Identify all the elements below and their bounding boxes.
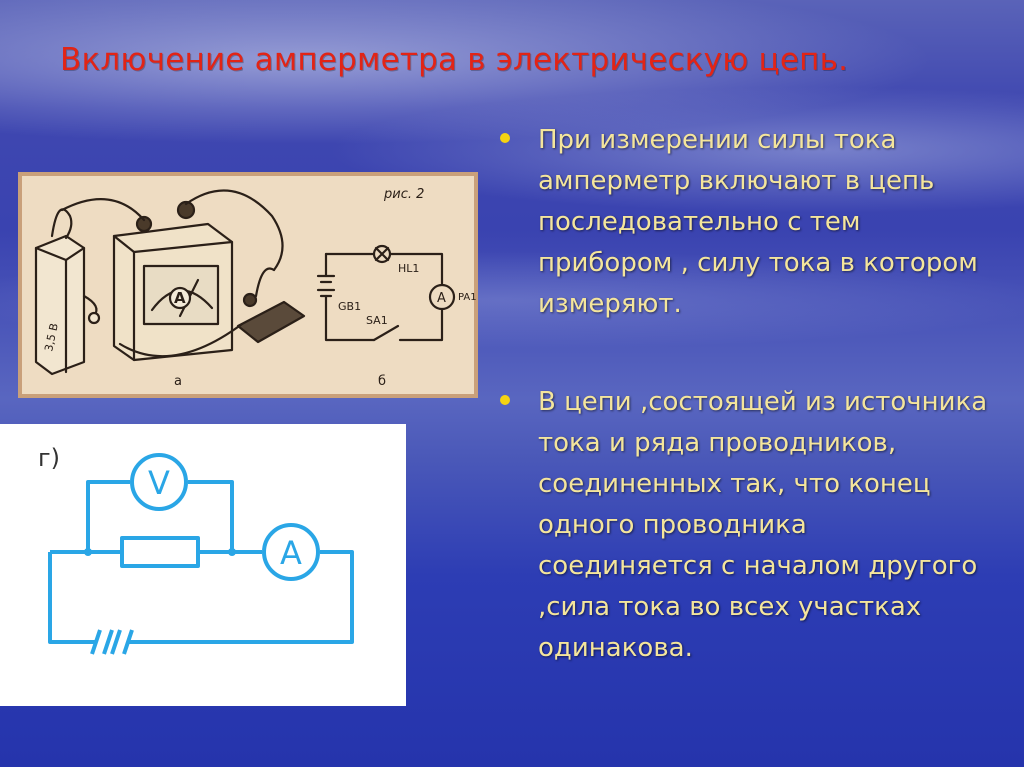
sublabel-a: а: [174, 374, 182, 389]
bullet-text: В цепи ,состоящей из источника тока и ряда проводников, соединенных так, что конец одного проводника соединяется с началом другого ,сила тока во всех участках одинакова.: [538, 387, 988, 663]
ammeter-schematic-letter: A: [437, 291, 446, 306]
bullet-text: При измерении силы тока амперметр включают в цепь последовательно с тем прибором , силу тока в котором измеряют.: [538, 125, 978, 319]
series-circuit-drawing: [0, 424, 406, 706]
ammeter-letter: A: [280, 534, 302, 572]
slide-title: Включение амперметра в электрическую цепь.: [60, 42, 849, 78]
circuit-figure-label: г): [38, 444, 60, 472]
ammeter-schematic-label: PA1: [458, 292, 477, 303]
sublabel-b: б: [378, 374, 387, 389]
battery-voltage-label: 3,5 В: [42, 321, 61, 353]
series-circuit-diagram: [0, 424, 406, 706]
bullet-dot: [500, 395, 510, 405]
figure-caption: рис. 2: [384, 187, 425, 202]
voltmeter-letter: V: [148, 464, 170, 502]
meter-letter: A: [174, 289, 186, 307]
lamp-label: HL1: [398, 262, 420, 275]
ammeter-circuit-figure: [18, 172, 478, 398]
resistor-symbol: [122, 538, 198, 566]
switch-label: SA1: [366, 314, 388, 327]
battery-schematic-label: GB1: [338, 300, 362, 313]
bullet-dot: [500, 133, 510, 143]
ammeter-circuit-drawing: [22, 176, 477, 394]
